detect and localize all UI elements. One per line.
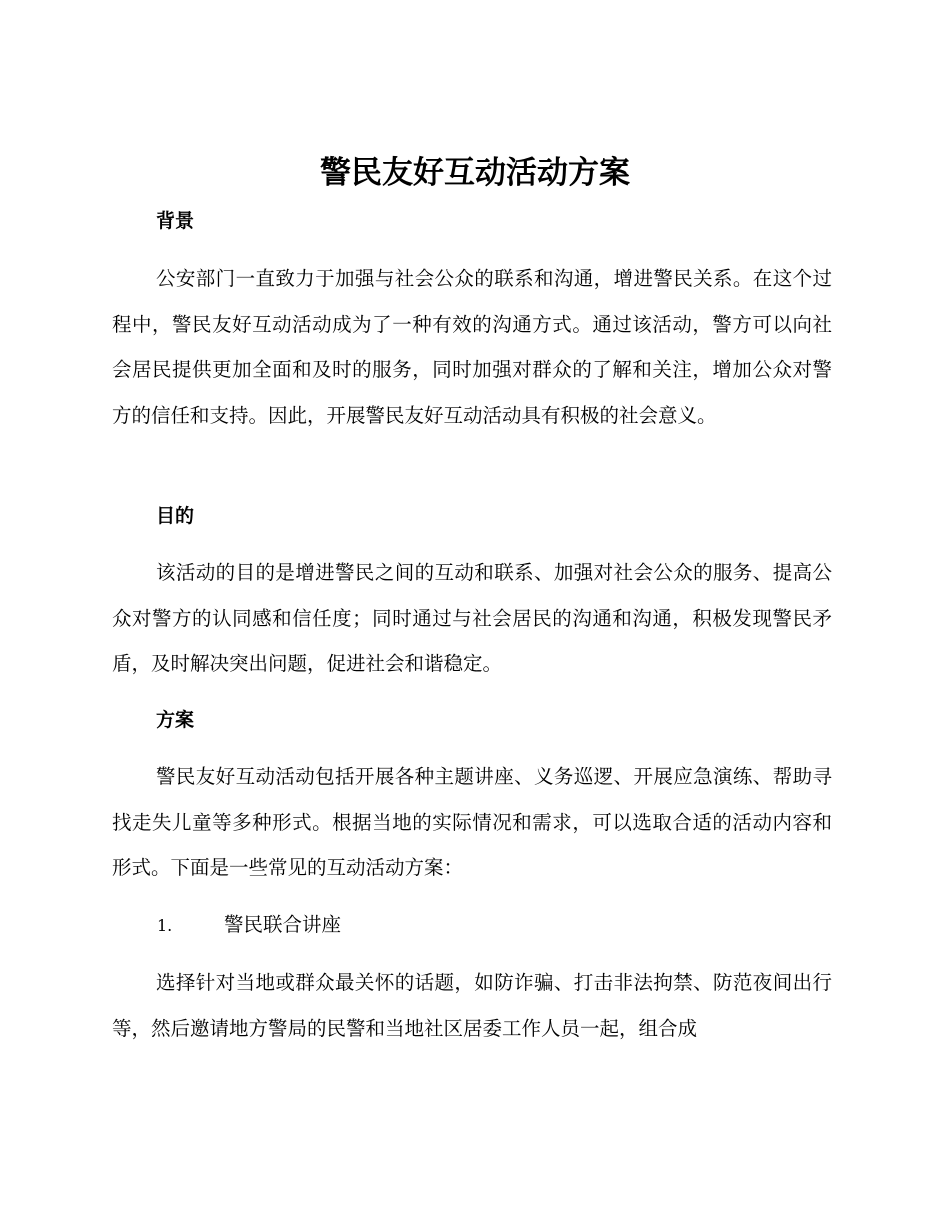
list-item-paragraph: 选择针对当地或群众最关怀的话题，如防诈骗、打击非法拘禁、防范夜间出行等，然后邀请地方警局的民警和当地社区居委工作人员一起，组合成: [112, 971, 832, 1040]
list-item: [157, 910, 341, 941]
section-heading-background: 背景: [156, 210, 195, 232]
section-paragraph-background: 公安部门一直致力于加强与社会公众的联系和沟通，增进警民关系。在这个过程中，警民友好互动活动成为了一种有效的沟通方式。通过该活动，警方可以向社会居民提供更加全面和及时的服务，同时加强对群众的了解和关注，增加公众对警方的信任和支持。因此，开展警民友好互动活动具有积极的社会意义。: [112, 267, 832, 427]
section-heading-purpose: 目的: [156, 505, 195, 527]
list-item-label: 警民联合讲座: [224, 913, 342, 936]
section-paragraph-plan: 警民友好互动活动包括开展各种主题讲座、义务巡逻、开展应急演练、帮助寻找走失儿童等多种形式。根据当地的实际情况和需求，可以选取合适的活动内容和形式。下面是一些常见的互动活动方案：: [112, 765, 832, 879]
section-paragraph-purpose: 该活动的目的是增进警民之间的互动和联系、加强对社会公众的服务、提高公众对警方的认同感和信任度；同时通过与社会居民的沟通和沟通，积极发现警民矛盾，及时解决突出问题，促进社会和谐稳定。: [112, 561, 832, 675]
section-heading-plan: 方案: [156, 709, 195, 731]
document-title: 警民友好互动活动方案: [320, 155, 630, 191]
list-item-number: 1.: [157, 916, 173, 935]
